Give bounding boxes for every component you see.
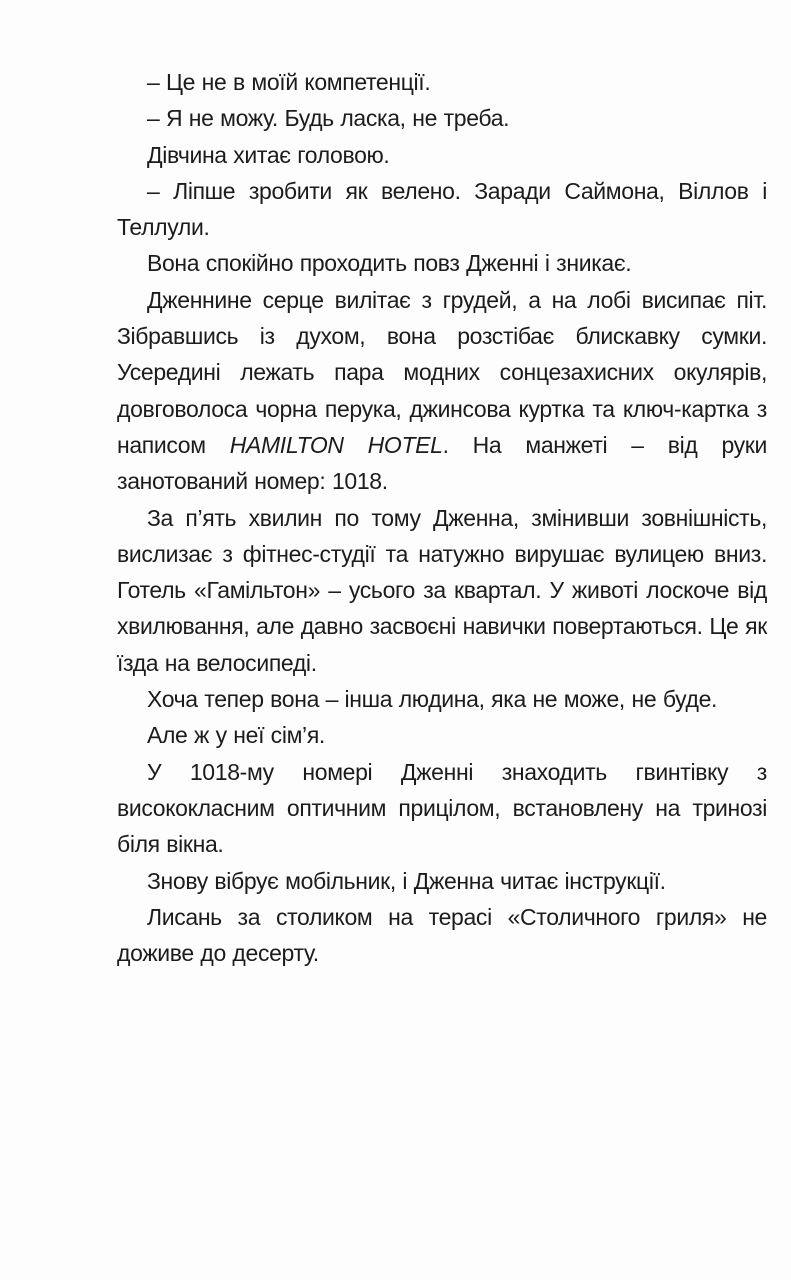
paragraph-8: Хоча тепер вона – інша людина, яка не може, не буде. (147, 686, 718, 713)
hotel-name-italic: HAMILTON HOTEL (229, 431, 443, 458)
paragraph-6-part-1: Дженнине серце вилітає з грудей, а на лобі висипає піт. Зібравшись із духом, вона розстібає блискавку сумки. Усередині лежать пара модних сонцезахисних окулярів, довговолоса чорна перука, джинсова куртка та ключ-картка з написом (117, 286, 767, 458)
paragraph-11: Знову вібрує мобільник, і Дженна читає інструкції. (147, 867, 666, 894)
paragraph-12: Лисань за столиком на терасі «Столичного гриля» не доживе до десерту. (117, 903, 767, 967)
paragraph-3: Дівчина хитає головою. (147, 141, 390, 168)
page-text (117, 64, 767, 971)
paragraph-1: – Це не в моїй компетенції. (147, 69, 431, 95)
paragraph-10: У 1018-му номері Дженні знаходить гвинтівку з висококласним оптичним прицілом, встановлену на тринозі біля вікна. (117, 758, 767, 858)
paragraph-5: Вона спокійно проходить повз Дженні і зникає. (147, 250, 632, 277)
paragraph-4: – Ліпше зробити як велено. Заради Саймона, Віллов і Теллули. (117, 177, 767, 241)
paragraph-7: За п’ять хвилин по тому Дженна, змінивши зовнішність, вислизає з фітнес-студії та натужно вирушає вулицею вниз. Готель «Гамільтон» – усього за квартал. У животі лоскоче від хвилювання, але давно засвоєні навички повертаються. Це як їзда на велосипеді. (117, 504, 767, 676)
paragraph-9: Але ж у неї сім’я. (147, 722, 325, 749)
paragraph-2: – Я не можу. Будь ласка, не треба. (147, 105, 510, 132)
paragraph-6 (117, 282, 767, 500)
paragraph-6-part-2: . На манжеті – від руки занотований номер: 1018. (117, 431, 768, 495)
